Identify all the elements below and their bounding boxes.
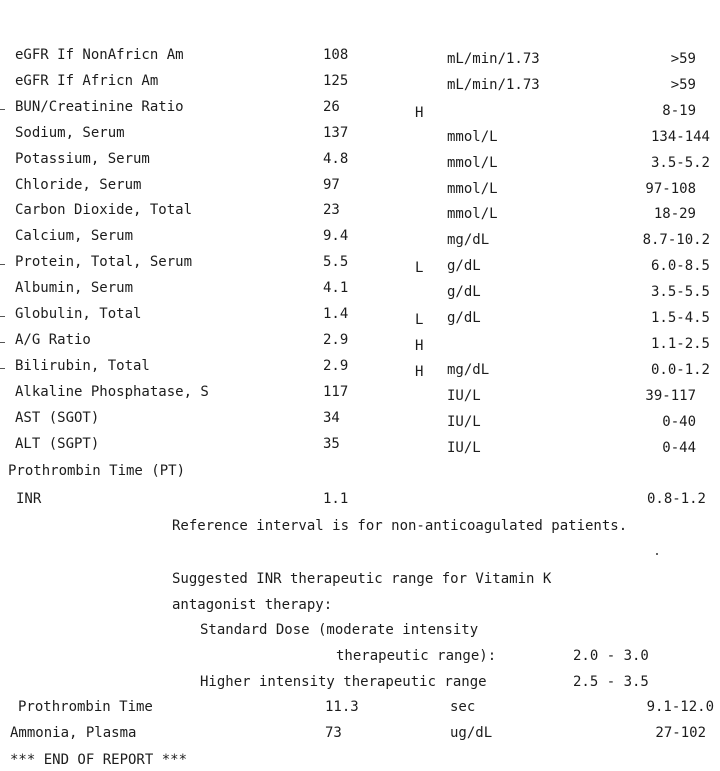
pt-row-range: 9.1-12.0 bbox=[646, 699, 714, 715]
ammonia-row-range: 27-102 bbox=[655, 725, 706, 741]
result-flag: H bbox=[415, 364, 424, 380]
standard-dose-line2: therapeutic range): bbox=[336, 648, 497, 664]
result-value: 23 bbox=[323, 202, 340, 218]
ammonia-row-name: Ammonia, Plasma bbox=[10, 725, 137, 741]
result-value: 125 bbox=[323, 73, 349, 89]
abnormal-marker bbox=[0, 368, 5, 369]
result-range: 134-144 bbox=[650, 129, 710, 145]
end-of-report: *** END OF REPORT *** bbox=[10, 752, 188, 768]
standard-dose-range: 2.0 - 3.0 bbox=[573, 648, 649, 664]
abnormal-marker bbox=[0, 109, 5, 110]
result-range: >59 bbox=[670, 51, 696, 67]
result-name: eGFR If NonAfricn Am bbox=[15, 47, 184, 63]
result-name: Globulin, Total bbox=[15, 306, 142, 322]
result-name: Chloride, Serum bbox=[15, 177, 142, 193]
result-value: 117 bbox=[323, 384, 349, 400]
result-name: ALT (SGPT) bbox=[15, 436, 100, 452]
result-flag: H bbox=[415, 105, 424, 121]
result-range: 18-29 bbox=[653, 206, 696, 222]
result-units: mmol/L bbox=[447, 181, 498, 197]
inr-range: 0.8-1.2 bbox=[646, 491, 706, 507]
result-range: 0-40 bbox=[662, 414, 696, 430]
result-flag: H bbox=[415, 338, 424, 354]
pt-row-value: 11.3 bbox=[325, 699, 359, 715]
result-units: g/dL bbox=[447, 258, 481, 274]
result-name: Alkaline Phosphatase, S bbox=[15, 384, 209, 400]
result-units: mL/min/1.73 bbox=[447, 51, 540, 67]
result-name: A/G Ratio bbox=[15, 332, 91, 348]
result-flag: L bbox=[415, 260, 424, 276]
inr-value: 1.1 bbox=[323, 491, 349, 507]
inr-name: INR bbox=[16, 491, 42, 507]
higher-intensity-label: Higher intensity therapeutic range bbox=[200, 674, 487, 690]
result-units: g/dL bbox=[447, 310, 481, 326]
result-value: 2.9 bbox=[323, 358, 349, 374]
result-value: 2.9 bbox=[323, 332, 349, 348]
result-range: 0-44 bbox=[662, 440, 696, 456]
result-units: mg/dL bbox=[447, 362, 490, 378]
result-units: mg/dL bbox=[447, 232, 490, 248]
result-range: 1.5-4.5 bbox=[650, 310, 710, 326]
result-name: Potassium, Serum bbox=[15, 151, 150, 167]
result-value: 5.5 bbox=[323, 254, 349, 270]
result-name: Albumin, Serum bbox=[15, 280, 134, 296]
ammonia-row-value: 73 bbox=[325, 725, 342, 741]
suggested-note-line1: Suggested INR therapeutic range for Vitamin K bbox=[172, 571, 552, 587]
ammonia-row-units: ug/dL bbox=[450, 725, 493, 741]
result-range: 0.0-1.2 bbox=[650, 362, 710, 378]
result-range: 3.5-5.2 bbox=[650, 155, 710, 171]
result-name: Sodium, Serum bbox=[15, 125, 125, 141]
result-name: Protein, Total, Serum bbox=[15, 254, 193, 270]
result-value: 108 bbox=[323, 47, 349, 63]
result-range: 8.7-10.2 bbox=[642, 232, 710, 248]
result-value: 9.4 bbox=[323, 228, 349, 244]
result-name: AST (SGOT) bbox=[15, 410, 100, 426]
result-units: IU/L bbox=[447, 440, 481, 456]
abnormal-marker bbox=[0, 316, 5, 317]
result-range: 97-108 bbox=[645, 181, 696, 197]
abnormal-marker bbox=[0, 342, 5, 343]
result-value: 26 bbox=[323, 99, 340, 115]
result-units: mL/min/1.73 bbox=[447, 77, 540, 93]
reference-note: Reference interval is for non-anticoagulated patients. bbox=[172, 518, 628, 534]
result-units: mmol/L bbox=[447, 129, 498, 145]
result-name: BUN/Creatinine Ratio bbox=[15, 99, 184, 115]
result-value: 97 bbox=[323, 177, 340, 193]
result-value: 4.8 bbox=[323, 151, 349, 167]
result-flag: L bbox=[415, 312, 424, 328]
result-range: 6.0-8.5 bbox=[650, 258, 710, 274]
result-range: 1.1-2.5 bbox=[650, 336, 710, 352]
standard-dose-line1: Standard Dose (moderate intensity bbox=[200, 622, 479, 638]
result-name: Carbon Dioxide, Total bbox=[15, 202, 193, 218]
suggested-note-line2: antagonist therapy: bbox=[172, 597, 333, 613]
result-value: 34 bbox=[323, 410, 340, 426]
pt-header: Prothrombin Time (PT) bbox=[8, 463, 186, 479]
result-value: 137 bbox=[323, 125, 349, 141]
result-value: 1.4 bbox=[323, 306, 349, 322]
pt-row-name: Prothrombin Time bbox=[18, 699, 153, 715]
result-units: g/dL bbox=[447, 284, 481, 300]
result-range: 3.5-5.5 bbox=[650, 284, 710, 300]
result-range: >59 bbox=[670, 77, 696, 93]
result-units: mmol/L bbox=[447, 206, 498, 222]
result-value: 35 bbox=[323, 436, 340, 452]
result-value: 4.1 bbox=[323, 280, 349, 296]
result-name: eGFR If Africn Am bbox=[15, 73, 159, 89]
higher-intensity-range: 2.5 - 3.5 bbox=[573, 674, 649, 690]
abnormal-marker bbox=[0, 264, 5, 265]
result-units: IU/L bbox=[447, 388, 481, 404]
result-name: Bilirubin, Total bbox=[15, 358, 150, 374]
result-units: IU/L bbox=[447, 414, 481, 430]
result-units: mmol/L bbox=[447, 155, 498, 171]
result-name: Calcium, Serum bbox=[15, 228, 134, 244]
scan-speck bbox=[656, 553, 658, 555]
pt-row-units: sec bbox=[450, 699, 476, 715]
result-range: 39-117 bbox=[645, 388, 696, 404]
result-range: 8-19 bbox=[662, 103, 696, 119]
